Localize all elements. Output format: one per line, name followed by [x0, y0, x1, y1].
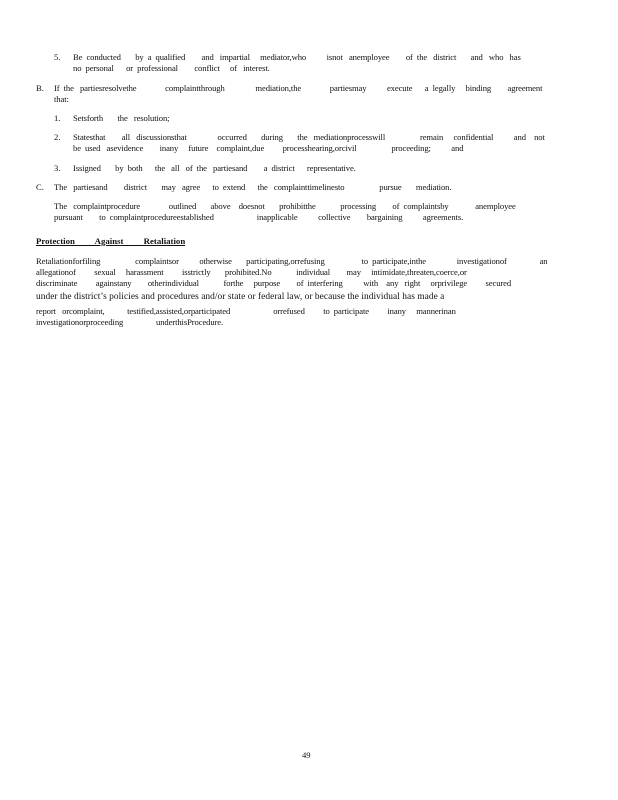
- list-item-1: Setsforth the resolution;: [73, 113, 170, 123]
- section-b-marker: B.: [36, 83, 44, 93]
- item-5-line-1: Be conducted by a qualified and impartial mediator,who isnot anemployee of the district and who has: [73, 52, 521, 62]
- list-item-2-line-2: be used asevidence inany future complaint,due processhearing,orcivil proceeding; and: [73, 143, 464, 153]
- list-item-3: Issigned by both the all of the partiesand a district representative.: [73, 163, 356, 173]
- list-marker: 5.: [54, 52, 61, 62]
- list-marker: 2.: [54, 132, 61, 142]
- section-c-paragraph-line-2: pursuant to complaintprocedureestablished inapplicable collective bargaining agreements.: [54, 212, 464, 222]
- section-c-paragraph-line-1: The complaintprocedure outlined above doesnot prohibitthe processing of complaintsby anemployee: [54, 201, 516, 211]
- section-c-line-1: The partiesand district may agree to extend the complainttimelinesto pursue mediation.: [54, 182, 452, 192]
- retaliation-line-3: discriminate againstany otherindividual forthe purpose of interfering with any right orprivilege secured: [36, 278, 512, 288]
- section-heading: Protection Against Retaliation: [36, 236, 186, 246]
- retaliation-line-5: report orcomplaint, testified,assisted,orparticipated orrefused to participate inany mannerinan: [36, 306, 456, 316]
- retaliation-line-1: Retaliationforfiling complaintsor otherwise participating,orrefusing to participate,inthe investigationof an: [36, 256, 548, 266]
- item-5-line-2: no personal or professional conflict of interest.: [73, 63, 270, 73]
- list-marker: 1.: [54, 113, 61, 123]
- retaliation-line-4: under the district’s policies and procedures and/or state or federal law, or because the individual has made a: [36, 292, 445, 302]
- section-b-line-2: that:: [54, 94, 69, 104]
- list-item-2-line-1: Statesthat all discussionsthat occurred during the mediationprocesswill remain confidential and not: [73, 132, 545, 142]
- section-b-line-1: If the partiesresolvethe complaintthrough mediation,the partiesmay execute a legally binding agreement: [54, 83, 543, 93]
- retaliation-line-2: allegationof sexual harassment isstrictly prohibited.No individual may intimidate,threaten,coerce,or: [36, 267, 467, 277]
- section-c-marker: C.: [36, 182, 44, 192]
- list-marker: 3.: [54, 163, 61, 173]
- retaliation-line-6: investigationorproceeding underthisProcedure.: [36, 317, 224, 327]
- page-number: 49: [302, 750, 311, 760]
